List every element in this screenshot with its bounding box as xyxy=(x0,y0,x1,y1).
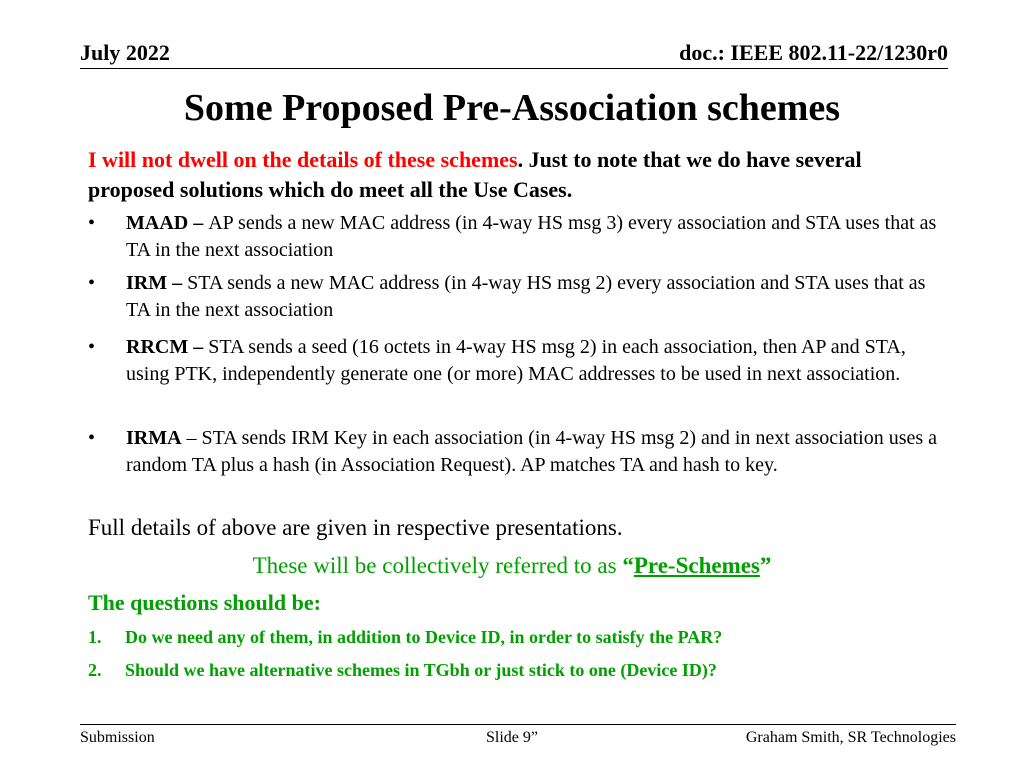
footer-author: Graham Smith, SR Technologies xyxy=(745,729,956,746)
bullet-term: IRMA xyxy=(126,427,182,449)
bullet-rrcm xyxy=(88,334,948,388)
header-date: July 2022 xyxy=(80,40,170,65)
bullet-maad xyxy=(88,210,948,264)
questions-heading: The questions should be: xyxy=(88,590,321,615)
close-quote: ” xyxy=(759,553,772,578)
question-number: 1. xyxy=(88,627,102,647)
bullet-text: – STA sends IRM Key in each association (in 4-way HS msg 2) and in next association uses a random TA plus a hash (in Association Request). AP matches TA and hash to key. xyxy=(126,427,938,476)
question-item-1 xyxy=(88,624,948,650)
bullet-irma xyxy=(88,425,948,479)
footer-slide-number: Slide 9” xyxy=(486,729,538,746)
bullet-text: STA sends a new MAC address (in 4-way HS msg 2) every association and STA uses that as TA in the next association xyxy=(126,272,926,321)
intro-black-text: . Just to note that we do have several proposed solutions which do meet all the Use Cases. xyxy=(88,147,862,202)
open-quote: “ xyxy=(622,553,634,578)
question-item-2 xyxy=(88,657,948,683)
bullet-term: IRM – xyxy=(126,272,188,294)
bullet-text: AP sends a new MAC address (in 4-way HS msg 3) every association and STA uses that as TA in the next association xyxy=(126,212,937,261)
bullet-symbol: • xyxy=(88,336,96,358)
slide-title: Some Proposed Pre-Association schemes xyxy=(183,87,841,129)
bullet-term: MAAD – xyxy=(126,212,209,234)
bullet-irm xyxy=(88,270,948,324)
pre-schemes-term: Pre-Schemes xyxy=(633,553,760,578)
intro-paragraph xyxy=(88,145,938,205)
header-rule xyxy=(80,68,948,69)
collective-reference xyxy=(0,550,1024,582)
intro-red-text: I will not dwell on the details of these schemes xyxy=(88,147,518,172)
bullet-symbol: • xyxy=(88,427,96,449)
question-number: 2. xyxy=(88,660,102,680)
full-details-text: Full details of above are given in respective presentations. xyxy=(88,515,623,540)
question-text: Do we need any of them, in addition to Device ID, in order to satisfy the PAR? xyxy=(125,627,723,647)
footer-rule xyxy=(80,724,956,725)
bullet-symbol: • xyxy=(88,212,96,234)
collective-prefix: These will be collectively referred to as xyxy=(252,553,623,578)
bullet-symbol: • xyxy=(88,272,96,294)
bullet-text: STA sends a seed (16 octets in 4-way HS msg 2) in each association, then AP and STA, using PTK, independently generate one (or more) MAC addresses to be used in next association. xyxy=(126,336,906,385)
bullet-term: RRCM – xyxy=(126,336,209,358)
question-text: Should we have alternative schemes in TGbh or just stick to one (Device ID)? xyxy=(125,660,717,680)
footer-submission: Submission xyxy=(80,729,155,746)
header-doc-id: doc.: IEEE 802.11-22/1230r0 xyxy=(679,40,948,65)
